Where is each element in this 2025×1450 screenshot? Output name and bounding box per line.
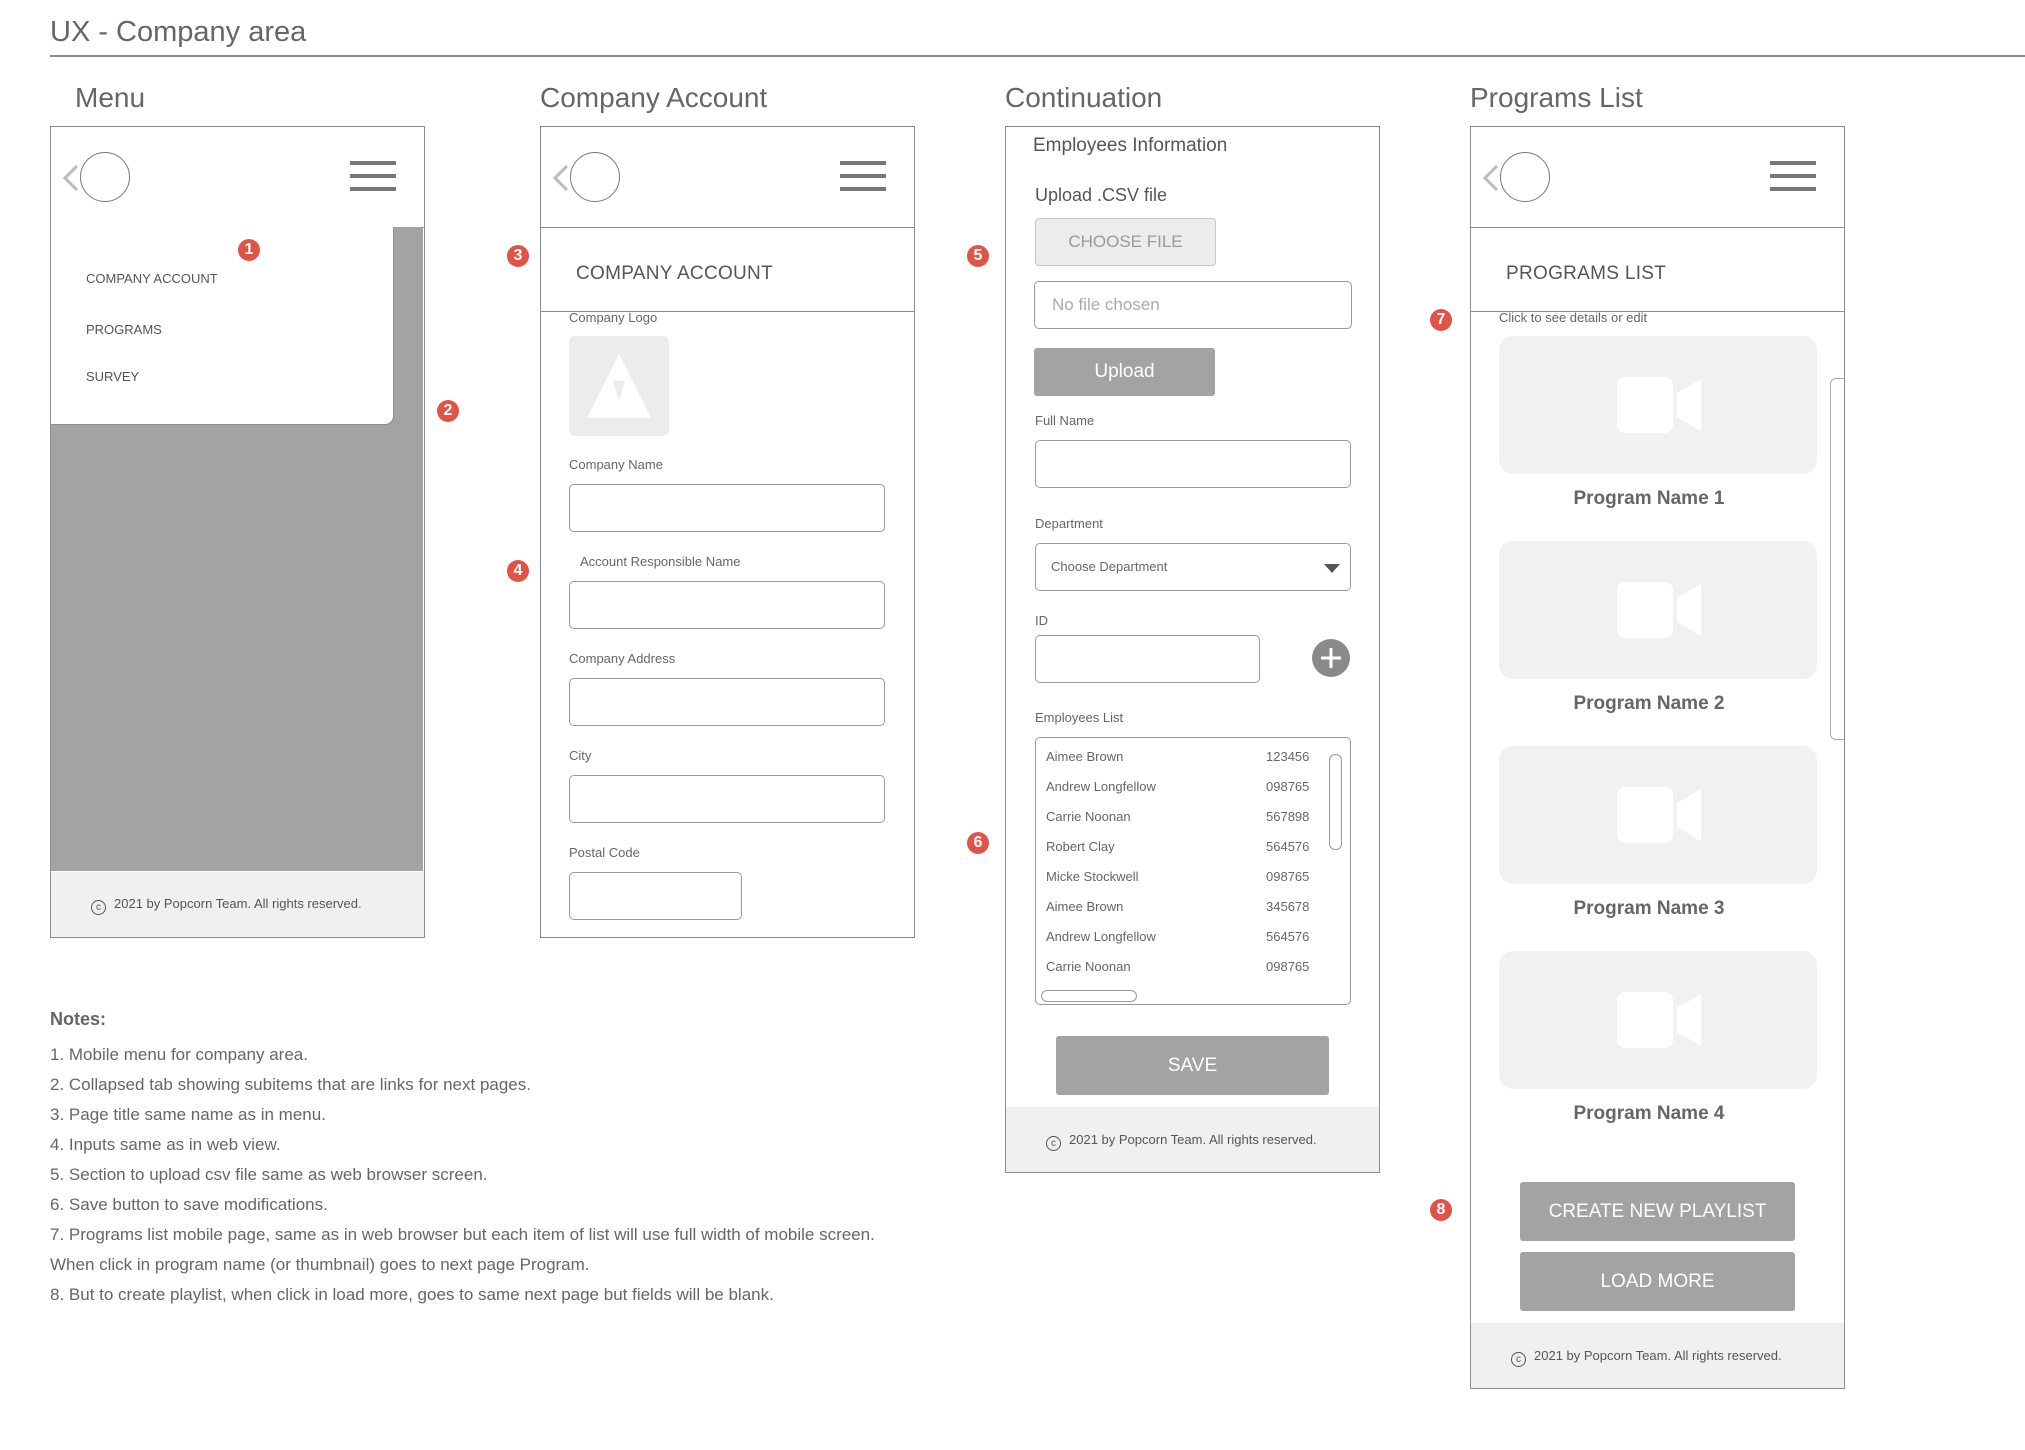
- upload-button[interactable]: Upload: [1034, 348, 1215, 396]
- program-thumbnail-1[interactable]: [1499, 336, 1817, 474]
- annotation-marker-8: 8: [1430, 1199, 1452, 1221]
- employee-row[interactable]: [1046, 831, 1350, 861]
- note-line: When click in program name (or thumbnail) goes to next page Program.: [50, 1255, 590, 1274]
- employee-id: 345678: [1266, 899, 1310, 914]
- add-employee-button[interactable]: [1312, 639, 1350, 677]
- choose-file-button[interactable]: CHOOSE FILE: [1035, 218, 1216, 266]
- avatar[interactable]: [1500, 152, 1550, 202]
- hamburger-menu-icon[interactable]: [1770, 161, 1816, 191]
- employee-id: 123456: [1266, 749, 1310, 764]
- annotation-marker-1: 1: [238, 239, 260, 261]
- full-name-input[interactable]: [1035, 440, 1351, 488]
- employee-row[interactable]: [1046, 801, 1350, 831]
- annotation-marker-4: 4: [507, 560, 529, 582]
- column-title-continuation: Continuation: [1005, 82, 1163, 113]
- employees-list-label: Employees List: [1035, 710, 1124, 725]
- note-line: 4. Inputs same as in web view.: [50, 1135, 281, 1154]
- footer-text: 2021 by Popcorn Team. All rights reserved.: [1534, 1348, 1782, 1363]
- notes-heading: Notes:: [50, 1009, 107, 1029]
- page-title: UX - Company area: [50, 16, 307, 48]
- hamburger-menu-icon[interactable]: [840, 161, 886, 191]
- hamburger-menu-icon[interactable]: [350, 161, 396, 191]
- company-name-input[interactable]: [569, 484, 885, 532]
- annotation-marker-7: 7: [1430, 309, 1452, 331]
- note-line: 8. But to create playlist, when click in load more, goes to same next page but fields will be blank.: [50, 1285, 774, 1304]
- mobile-header: [51, 127, 424, 228]
- section-title: COMPANY ACCOUNT: [576, 263, 773, 284]
- programs-hint: Click to see details or edit: [1499, 310, 1648, 325]
- note-line: 2. Collapsed tab showing subitems that are links for next pages.: [50, 1075, 531, 1094]
- city-input[interactable]: [569, 775, 885, 823]
- city-label: City: [569, 748, 592, 763]
- department-label: Department: [1035, 516, 1103, 531]
- employee-row[interactable]: [1046, 921, 1350, 951]
- program-name-4[interactable]: Program Name 4: [1573, 1103, 1725, 1124]
- employees-section-title: Employees Information: [1033, 135, 1228, 156]
- title-divider: [50, 55, 2025, 57]
- section-header: [1471, 227, 1844, 312]
- menu-item-company-account[interactable]: COMPANY ACCOUNT: [86, 271, 218, 286]
- employee-id: 564576: [1266, 929, 1310, 944]
- video-camera-icon: [1617, 787, 1701, 843]
- vertical-scrollbar[interactable]: [1830, 378, 1844, 740]
- upload-csv-label: Upload .CSV file: [1035, 185, 1168, 205]
- full-name-label: Full Name: [1035, 413, 1095, 428]
- logo-placeholder-icon: [569, 336, 669, 436]
- mobile-header: [541, 127, 914, 228]
- column-title-menu: Menu: [75, 82, 146, 113]
- chevron-down-icon: [1324, 564, 1340, 574]
- postal-code-label: Postal Code: [569, 845, 640, 860]
- company-name-label: Company Name: [569, 457, 663, 472]
- company-address-label: Company Address: [569, 651, 676, 666]
- video-camera-icon: [1617, 377, 1701, 433]
- footer-text: 2021 by Popcorn Team. All rights reserved.: [1069, 1132, 1317, 1147]
- column-title-programs-list: Programs List: [1470, 82, 1643, 113]
- employee-row[interactable]: [1046, 951, 1350, 981]
- plus-icon: [1312, 639, 1350, 677]
- employee-row[interactable]: [1046, 891, 1350, 921]
- employee-name: Andrew Longfellow: [1046, 779, 1156, 794]
- menu-item-programs[interactable]: PROGRAMS: [86, 322, 162, 337]
- employee-id: 098765: [1266, 869, 1310, 884]
- company-account-phone-mockup: [540, 126, 915, 938]
- copyright-icon: c: [1511, 1352, 1526, 1367]
- copyright-icon: c: [1046, 1136, 1061, 1151]
- video-camera-icon: [1617, 582, 1701, 638]
- notes-block: [50, 1004, 875, 1310]
- save-button[interactable]: SAVE: [1056, 1036, 1329, 1095]
- company-address-input[interactable]: [569, 678, 885, 726]
- mobile-header: [1471, 127, 1844, 228]
- responsible-name-label: Account Responsible Name: [580, 554, 741, 569]
- annotation-marker-2: 2: [437, 400, 459, 422]
- program-thumbnail-4[interactable]: [1499, 951, 1817, 1089]
- responsible-name-input[interactable]: [569, 581, 885, 629]
- company-logo-label: Company Logo: [569, 310, 658, 325]
- load-more-button[interactable]: LOAD MORE: [1520, 1252, 1795, 1311]
- program-name-1[interactable]: Program Name 1: [1573, 488, 1725, 509]
- menu-item-survey[interactable]: SURVEY: [86, 369, 140, 384]
- employee-id: 567898: [1266, 809, 1310, 824]
- section-title: PROGRAMS LIST: [1506, 263, 1667, 284]
- footer: [1006, 1107, 1379, 1172]
- department-select[interactable]: [1035, 543, 1351, 591]
- copyright-icon: c: [91, 900, 106, 915]
- create-playlist-button[interactable]: CREATE NEW PLAYLIST: [1520, 1182, 1795, 1241]
- avatar[interactable]: [570, 152, 620, 202]
- note-line: 7. Programs list mobile page, same as in web browser but each item of list will use full width of mobile screen.: [50, 1225, 875, 1244]
- employee-id: 098765: [1266, 779, 1310, 794]
- employee-name: Aimee Brown: [1046, 899, 1124, 914]
- employee-id: 564576: [1266, 839, 1310, 854]
- program-thumbnail-3[interactable]: [1499, 746, 1817, 884]
- employee-name: Andrew Longfellow: [1046, 929, 1156, 944]
- postal-code-input[interactable]: [569, 872, 742, 920]
- employee-row[interactable]: [1046, 741, 1350, 771]
- note-line: 3. Page title same name as in menu.: [50, 1105, 326, 1124]
- continuation-phone-mockup: [1005, 126, 1380, 1173]
- department-select-value: Choose Department: [1051, 559, 1168, 574]
- footer-text: 2021 by Popcorn Team. All rights reserved.: [114, 896, 362, 911]
- program-thumbnail-2[interactable]: [1499, 541, 1817, 679]
- employee-row[interactable]: [1046, 771, 1350, 801]
- employee-name: Robert Clay: [1046, 839, 1115, 854]
- section-header: [541, 227, 914, 312]
- employee-name: Micke Stockwell: [1046, 869, 1139, 884]
- company-logo-upload[interactable]: [569, 336, 669, 436]
- column-title-company-account: Company Account: [540, 82, 768, 113]
- id-input[interactable]: [1035, 635, 1260, 683]
- employee-name: Carrie Noonan: [1046, 809, 1131, 824]
- video-camera-icon: [1617, 992, 1701, 1048]
- program-name-3[interactable]: Program Name 3: [1573, 898, 1725, 919]
- annotation-marker-5: 5: [967, 245, 989, 267]
- employee-id: 098765: [1266, 959, 1310, 974]
- menu-dropdown-panel: [51, 227, 394, 425]
- program-name-2[interactable]: Program Name 2: [1573, 693, 1725, 714]
- id-label: ID: [1035, 613, 1048, 628]
- footer: [51, 872, 424, 937]
- annotation-marker-3: 3: [507, 245, 529, 267]
- employee-name: Aimee Brown: [1046, 749, 1124, 764]
- note-line: 5. Section to upload csv file same as web browser screen.: [50, 1165, 488, 1184]
- employees-list[interactable]: [1035, 737, 1351, 1005]
- note-line: 1. Mobile menu for company area.: [50, 1045, 308, 1064]
- employee-row[interactable]: [1046, 861, 1350, 891]
- note-line: 6. Save button to save modifications.: [50, 1195, 328, 1214]
- vertical-scrollbar[interactable]: [1329, 754, 1342, 850]
- programs-list-phone-mockup: [1470, 126, 1845, 1389]
- horizontal-scrollbar[interactable]: [1041, 990, 1137, 1002]
- avatar[interactable]: [80, 152, 130, 202]
- employee-name: Carrie Noonan: [1046, 959, 1131, 974]
- file-name-field[interactable]: No file chosen: [1034, 281, 1352, 329]
- footer: [1471, 1323, 1844, 1388]
- annotation-marker-6: 6: [967, 832, 989, 854]
